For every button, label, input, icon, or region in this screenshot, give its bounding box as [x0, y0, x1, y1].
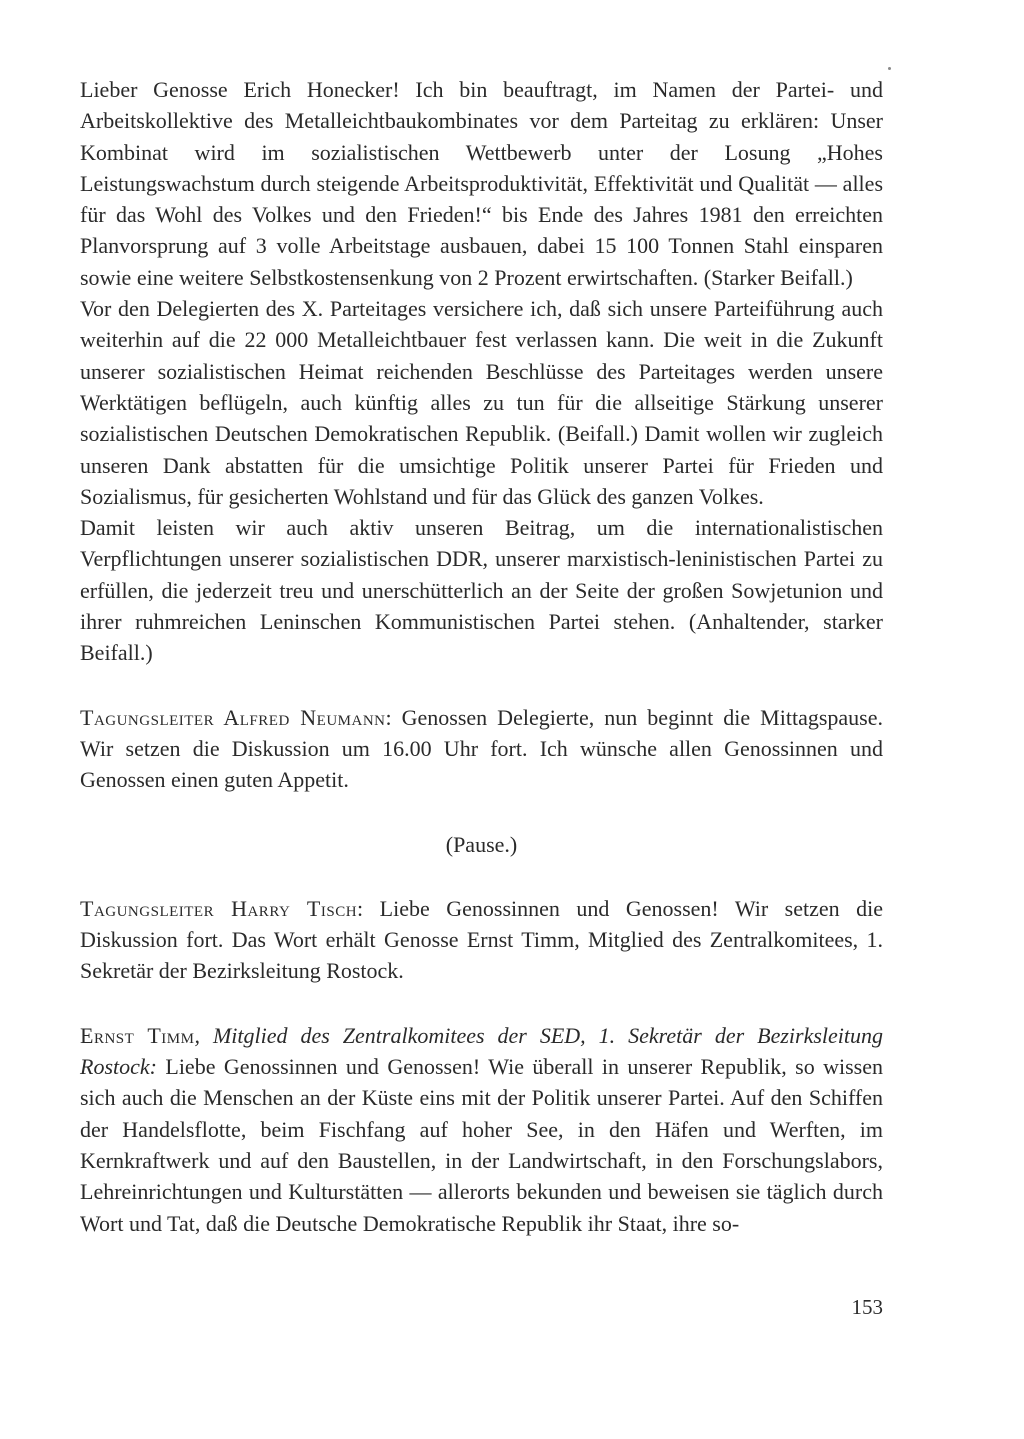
neumann-statement	[80, 702, 883, 796]
tisch-statement	[80, 893, 883, 987]
timm-role: , Mitglied des Zentralkomitees der SED, 1. Sekretär der Bezirksleitung Rostock:	[80, 1022, 883, 1080]
spacer	[80, 669, 883, 702]
speaker-timm: Ernst Timm	[80, 1022, 195, 1048]
tisch-text: : Liebe Genossinnen und Genossen! Wir setzen die Diskussion fort. Das Wort erhält Genosse Ernst Timm, Mitglied des Zentralkomitees, 1. Sekretär der Bezirksleitung Rostock.	[80, 895, 884, 984]
page-number: 153	[851, 1295, 883, 1319]
scan-speck	[888, 67, 891, 70]
timm-speech	[80, 1020, 883, 1239]
spacer	[80, 987, 883, 1020]
paragraph-internationalist-duty: Damit leisten wir auch aktiv unseren Beitrag, um die internationalistischen Verpflichtungen unserer sozialistischen DDR, unserer marxistisch-leninistischen Partei zu erfüllen, die jederzeit treu und unerschütterlich an der Seite der großen Sowjetunion und ihrer ruhmreichen Leninschen Kommunistischen Partei stehen. (Anhaltender, starker Beifall.)	[80, 515, 883, 666]
neumann-text: : Genossen Delegierte, nun beginnt die Mittagspause. Wir setzen die Diskussion um 16.00 Uhr fort. Ich wünsche allen Genossinnen und Genossen einen guten Appetit.	[80, 704, 883, 793]
page-body	[80, 74, 883, 1239]
paragraph-kombinat-pledge: Lieber Genosse Erich Honecker! Ich bin beauftragt, im Namen der Partei- und Arbeitskollektive des Metalleichtbaukombinates vor dem Parteitag zu erklären: Unser Kombinat wird im sozialistischen Wettbewerb unter der Losung „Hohes Leistungswachstum durch steigende Arbeitsproduktivität, Effektivität und Qualität — alles für das Wohl des Volkes und den Frieden!“ bis Ende des Jahres 1981 den erreichten Planvorsprung auf 3 volle Arbeitstage ausbauen, dabei 15 100 Tonnen Stahl einsparen sowie eine weitere Selbstkostensenkung von 2 Prozent erwirtschaften. (Starker Beifall.)	[80, 77, 883, 290]
pause-note: (Pause.)	[445, 831, 518, 857]
spacer	[80, 860, 883, 893]
speaker-tisch: Tagungsleiter Harry Tisch	[80, 895, 358, 921]
timm-text: Liebe Genossinnen und Genossen! Wie überall in unserer Republik, so wissen sich auch die Menschen an der Küste eins mit der Politik unserer Partei. Auf den Schiffen der Handelsflotte, beim Fischfang auf hoher See, in den Häfen und Werften, im Kernkraftwerk und auf den Baustellen, in der Landwirtschaft, in den Forschungslabors, Lehreinrichtungen und Kulturstätten — allerorts bekunden und beweisen sie täglich durch Wort und Tat, daß die Deutsche Demokratische Republik ihr Staat, ihre so-	[80, 1054, 883, 1236]
paragraph-delegates-assurance: Vor den Delegierten des X. Parteitages versichere ich, daß sich unsere Parteiführung auch weiterhin auf die 22 000 Metalleichtbauer fest verlassen kann. Die weit in die Zukunft unserer sozialistischen Heimat reichenden Beschlüsse des Parteitages werden unsere Werktätigen beflügeln, auch künftig alles zu tun für die allseitige Stärkung unserer sozialistischen Deutschen Demokratischen Republik. (Beifall.) Damit wollen wir zugleich unseren Dank abstatten für die umsichtige Politik unserer Partei für Frieden und Sozialismus, für gesicherten Wohlstand und für das Glück des ganzen Volkes.	[80, 296, 883, 509]
speaker-neumann: Tagungsleiter Alfred Neumann	[80, 704, 386, 730]
spacer	[80, 796, 883, 829]
